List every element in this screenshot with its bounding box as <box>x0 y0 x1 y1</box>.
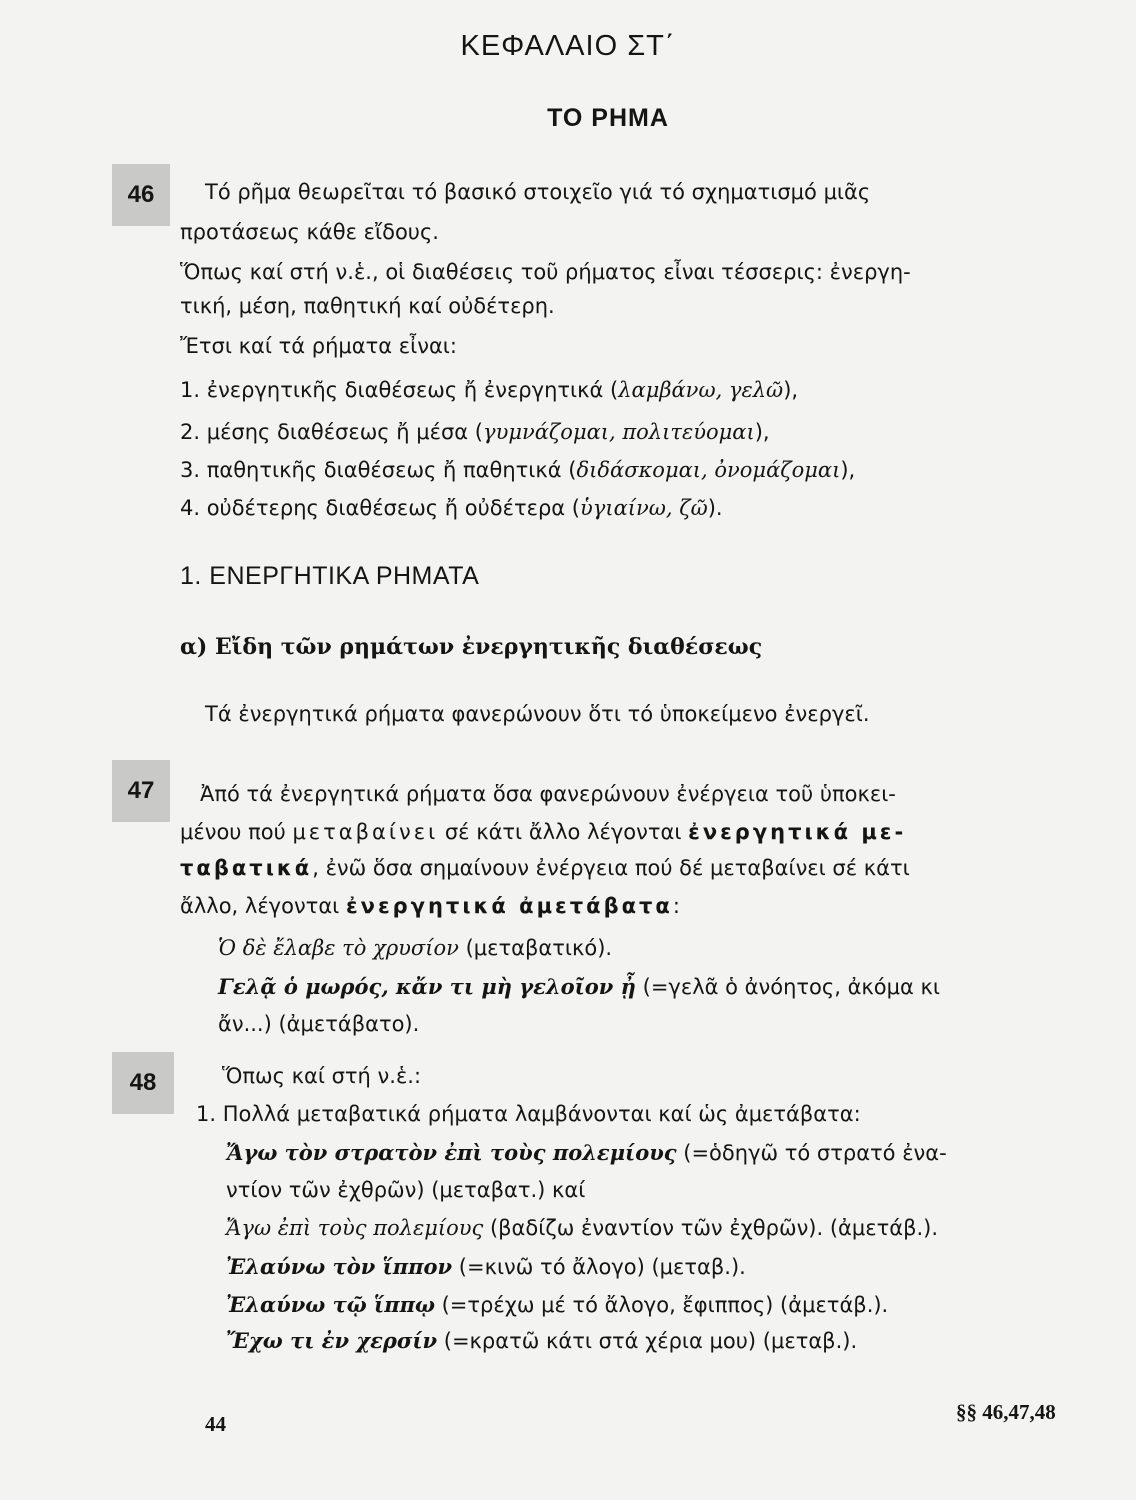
s48-example-5: Ἔχω τι ἐν χερσίν (=κρατῶ κάτι στά χέρια μου) (μεταβ.). <box>226 1328 858 1353</box>
chapter-title: ΤΟ ΡΗΜΑ <box>547 104 669 132</box>
s48-example-1: Ἄγω τὸν στρατὸν ἐπὶ τοὺς πολεμίους (=ὁδηγῶ τό στρατό ἐνα- <box>226 1140 947 1165</box>
s47-example-1: Ὁ δὲ ἔλαβε τὸ χρυσίον (μεταβατικό). <box>218 936 613 960</box>
section-heading: 1. ΕΝΕΡΓΗΤΙΚΑ ΡΗΜΑΤΑ <box>180 562 480 590</box>
section-reference: §§ 46,47,48 <box>956 1400 1056 1424</box>
paragraph-number-46: 46 <box>112 164 170 226</box>
list-item-1: 1. ἐνεργητικῆς διαθέσεως ἤ ἐνεργητικά (λαμβάνω, γελῶ), <box>180 378 799 402</box>
s48-example-1-cont: ντίον τῶν ἐχθρῶν) (μεταβατ.) καί <box>226 1178 586 1202</box>
s47-example-2-cont: ἄν...) (ἀμετάβατο). <box>218 1012 420 1036</box>
s46-line-5: Ἔτσι καί τά ρήματα εἶναι: <box>180 334 457 358</box>
list-item-2: 2. μέσης διαθέσεως ἤ μέσα (γυμνάζομαι, πολιτεύομαι), <box>180 420 770 444</box>
s46-line-1: Τό ρῆμα θεωρεῖται τό βασικό στοιχεῖο γιά τό σχηματισμό μιᾶς <box>205 180 871 204</box>
s48-line-1: Ὅπως καί στή ν.ἑ.: <box>222 1064 422 1088</box>
s48-line-2: 1. Πολλά μεταβατικά ρήματα λαμβάνονται καί ὡς ἀμετάβατα: <box>196 1102 861 1126</box>
paragraph-number-48: 48 <box>112 1052 174 1114</box>
s47-line-1: Ἀπό τά ἐνεργητικά ρήματα ὅσα φανερώνουν ἐνέργεια τοῦ ὑποκει- <box>200 782 896 806</box>
s46-line-4: τική, μέση, παθητική καί οὐδέτερη. <box>180 294 555 318</box>
s47-example-2: Γελᾷ ὁ μωρός, κἄν τι μὴ γελοῖον ᾖ (=γελᾶ ὁ ἀνόητος, ἀκόμα κι <box>218 974 940 999</box>
page-number: 44 <box>205 1412 226 1436</box>
list-item-3: 3. παθητικῆς διαθέσεως ἤ παθητικά (διδάσκομαι, ὀνομάζομαι), <box>180 458 856 482</box>
s47-line-4: ἄλλο, λέγονται ἐνεργητικά ἀμετάβατα: <box>180 894 680 918</box>
s48-example-3: Ἐλαύνω τὸν ἵππον (=κινῶ τό ἄλογο) (μεταβ.). <box>226 1254 746 1279</box>
s46-line-3: Ὅπως καί στή ν.ἑ., οἱ διαθέσεις τοῦ ρήματος εἶναι τέσσερις: ἐνεργη- <box>180 260 911 284</box>
sub-heading: α) Εἴδη τῶν ρημάτων ἐνεργητικῆς διαθέσεως <box>180 634 763 660</box>
s47-line-3: ταβατικά, ἐνῶ ὅσα σημαίνουν ἐνέργεια πού δέ μεταβαίνει σέ κάτι <box>180 856 910 880</box>
chapter-heading: ΚΕΦΑΛΑΙΟ ΣΤ΄ <box>460 30 676 62</box>
s48-example-2: Ἄγω ἐπὶ τοὺς πολεμίους (βαδίζω ἐναντίον τῶν ἐχθρῶν). (ἀμετάβ.). <box>226 1216 939 1240</box>
intro-line: Τά ἐνεργητικά ρήματα φανερώνουν ὅτι τό ὑποκείμενο ἐνεργεῖ. <box>205 702 870 726</box>
paragraph-number-47: 47 <box>112 760 170 822</box>
s48-example-4: Ἐλαύνω τῷ ἵππῳ (=τρέχω μέ τό ἄλογο, ἔφιππος) (ἀμετάβ.). <box>226 1292 889 1317</box>
list-item-4: 4. οὐδέτερης διαθέσεως ἤ οὐδέτερα (ὑγιαίνω, ζῶ). <box>180 496 723 520</box>
s46-line-2: προτάσεως κάθε εἴδους. <box>180 220 439 244</box>
s47-line-2: μένου πού μεταβαίνει σέ κάτι ἄλλο λέγονται ἐνεργητικά με- <box>180 820 907 844</box>
